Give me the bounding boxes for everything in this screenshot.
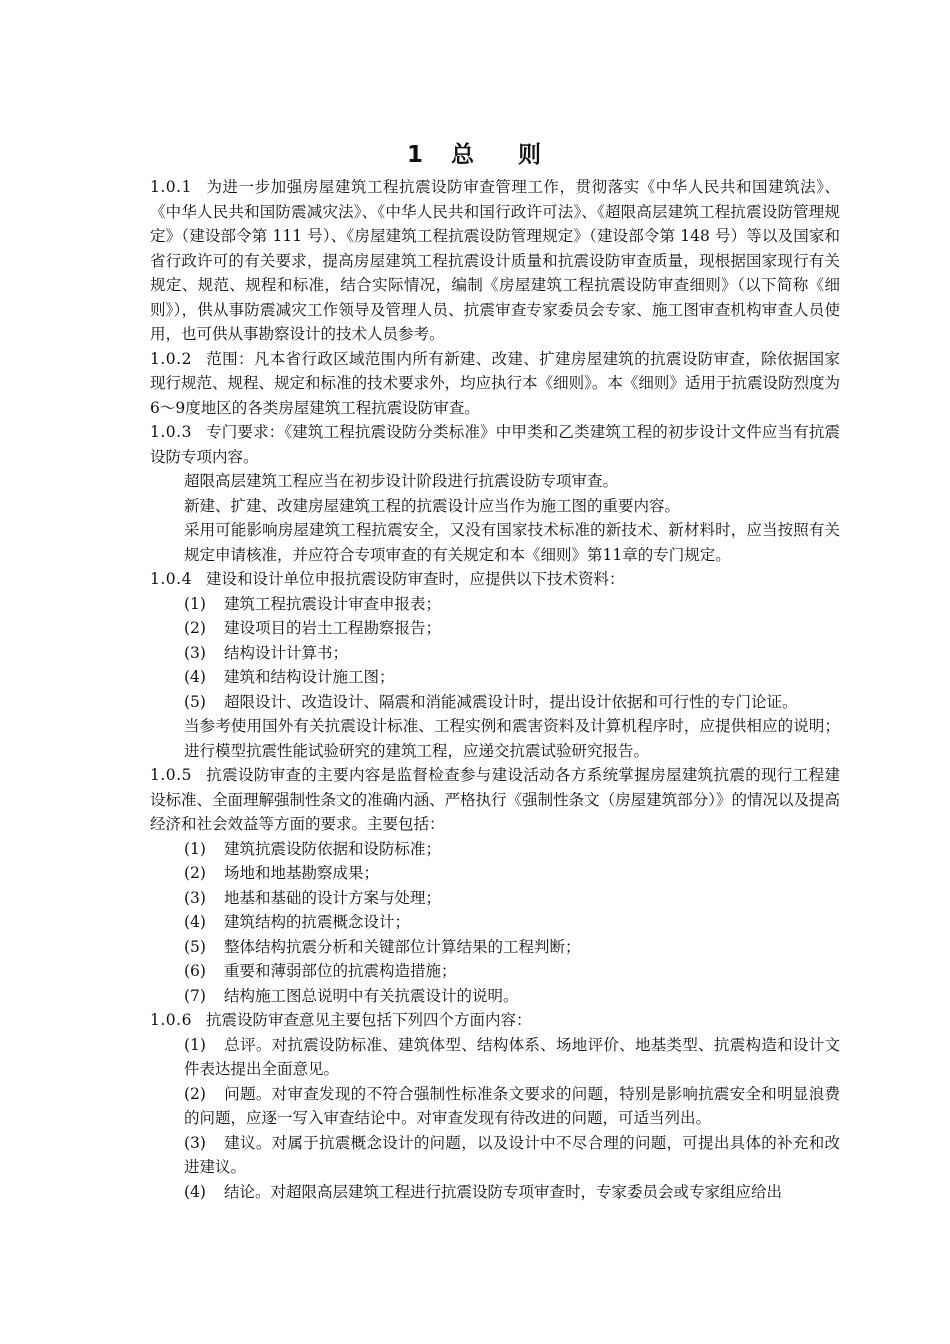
chapter-body bbox=[150, 175, 840, 1204]
clause-text: 为进一步加强房屋建筑工程抗震设防审查管理工作，贯彻落实《中华人民共和国建筑法》、《中华人民共和国防震减灾法》、《中华人民共和国行政许可法》、《超限高层建筑工程抗震设防管理规定》（建设部令第 111 号）、《房屋建筑工程抗震设防管理规定》（建设部令第 148 号）等以及国家和省行政许可的有关要求，提高房屋建筑工程抗震设计质量和抗震设防审查质量，现根据国家现行有关规定、规范、规程和标准，结合实际情况，编制《房屋建筑工程抗震设防审查细则》（以下简称《细则》），供从事防震减灾工作领导及管理人员、抗震审查专家委员会专家、施工图审查机构审查人员使用，也可供从事勘察设计的技术人员参考。 bbox=[150, 178, 840, 343]
list-item bbox=[150, 959, 840, 984]
list-marker: (3) bbox=[184, 1133, 206, 1152]
list-marker: (1) bbox=[184, 839, 206, 858]
list-item bbox=[150, 1180, 840, 1205]
clause-number: 1.0.1 bbox=[150, 178, 192, 196]
list-item bbox=[150, 935, 840, 960]
list-item-text: 建议。对属于抗震概念设计的问题，以及设计中不尽合理的问题，可提出具体的补充和改进建议。 bbox=[184, 1133, 840, 1176]
clause-text: 建设和设计单位申报抗震设防审查时，应提供以下技术资料： bbox=[205, 570, 625, 588]
list-item bbox=[150, 984, 840, 1009]
list-marker: (3) bbox=[184, 888, 206, 907]
list-item-text: 整体结构抗震分析和关键部位计算结果的工程判断； bbox=[224, 937, 581, 956]
list-item-text: 总评。对抗震设防标准、建筑体型、结构体系、场地评价、地基类型、抗震构造和设计文件表达提出全面意见。 bbox=[184, 1035, 840, 1078]
list-item-text: 重要和薄弱部位的抗震构造措施； bbox=[224, 962, 457, 980]
list-item bbox=[150, 1082, 840, 1131]
clause-1-0-5 bbox=[150, 763, 840, 837]
list-marker: (5) bbox=[184, 937, 206, 956]
clause-number: 1.0.2 bbox=[150, 349, 192, 368]
list-item bbox=[150, 910, 840, 935]
list-item-text: 结构施工图总说明中有关抗震设计的说明。 bbox=[224, 986, 519, 1005]
clause-number: 1.0.5 bbox=[150, 766, 192, 784]
list-item bbox=[150, 616, 840, 641]
list-item bbox=[150, 837, 840, 862]
list-item bbox=[150, 665, 840, 690]
list-item-text: 建筑结构的抗震概念设计； bbox=[224, 913, 411, 931]
list-marker: (6) bbox=[184, 962, 206, 980]
chapter-title-word-1: 总 bbox=[451, 142, 476, 168]
list-marker: (2) bbox=[184, 864, 206, 882]
list-item-text: 问题。对审查发现的不符合强制性标准条文要求的问题，特别是影响抗震安全和明显浪费的问题，应逐一写入审查结论中。对审查发现有待改进的问题，可适当列出。 bbox=[184, 1084, 840, 1127]
list-marker: (3) bbox=[184, 643, 206, 662]
clause-text: 抗震设防审查意见主要包括下列四个方面内容： bbox=[205, 1011, 532, 1029]
clause-1-0-6 bbox=[150, 1008, 840, 1033]
list-item bbox=[150, 861, 840, 886]
list-item bbox=[150, 592, 840, 617]
list-marker: (4) bbox=[184, 913, 206, 931]
list-marker: (4) bbox=[184, 1182, 206, 1201]
list-marker: (1) bbox=[184, 1035, 206, 1054]
list-item-text: 建筑工程抗震设计审查申报表； bbox=[224, 594, 442, 613]
list-marker: (5) bbox=[184, 692, 206, 711]
list-item bbox=[150, 1033, 840, 1082]
list-marker: (2) bbox=[184, 1084, 206, 1103]
clause-1-0-1 bbox=[150, 175, 840, 347]
clause-text: 范围：凡本省行政区域范围内所有新建、改建、扩建房屋建筑的抗震设防审查，除依据国家现行规范、规程、规定和标准的技术要求外，均应执行本《细则》。本《细则》适用于抗震设防烈度为6～9度地区的各类房屋建筑工程抗震设防审查。 bbox=[150, 349, 840, 417]
chapter-number: 1 bbox=[406, 142, 425, 168]
list-marker: (4) bbox=[184, 668, 206, 686]
clause-1-0-2 bbox=[150, 347, 840, 421]
list-item-text: 场地和地基勘察成果； bbox=[224, 864, 380, 882]
clause-text: 抗震设防审查的主要内容是监督检查参与建设活动各方系统掌握房屋建筑抗震的现行工程建设标准、全面理解强制性条文的准确内涵、严格执行《强制性条文（房屋建筑部分）》的情况以及提高经济和社会效益等方面的要求。主要包括： bbox=[150, 766, 840, 833]
list-item-text: 建设项目的岩土工程勘察报告； bbox=[224, 619, 442, 637]
paragraph: 新建、扩建、改建房屋建筑工程的抗震设计应当作为施工图的重要内容。 bbox=[184, 496, 681, 515]
list-marker: (1) bbox=[184, 594, 206, 613]
clause-number: 1.0.3 bbox=[150, 423, 192, 441]
list-item bbox=[150, 886, 840, 911]
list-item-text: 结论。对超限高层建筑工程进行抗震设防专项审查时，专家委员会或专家组应给出 bbox=[224, 1182, 783, 1201]
clause-number: 1.0.4 bbox=[150, 570, 192, 588]
list-item bbox=[150, 641, 840, 666]
list-item bbox=[150, 690, 840, 715]
list-item-text: 地基和基础的设计方案与处理； bbox=[224, 888, 442, 907]
clause-number: 1.0.6 bbox=[150, 1011, 192, 1029]
clause-1-0-4 bbox=[150, 567, 840, 592]
clause-text: 专门要求：《建筑工程抗震设防分类标准》中甲类和乙类建筑工程的初步设计文件应当有抗震设防专项内容。 bbox=[150, 423, 840, 466]
paragraph: 采用可能影响房屋建筑工程抗震安全，又没有国家技术标准的新技术、新材料时，应当按照有关规定申请核准，并应符合专项审查的有关规定和本《细则》第11章的专门规定。 bbox=[184, 521, 840, 564]
list-item-text: 建筑和结构设计施工图； bbox=[224, 668, 395, 686]
chapter-title bbox=[0, 136, 950, 169]
clause-1-0-3 bbox=[150, 420, 840, 469]
chapter-title-word-2: 则 bbox=[518, 142, 543, 168]
list-marker: (2) bbox=[184, 619, 206, 637]
list-item bbox=[150, 1131, 840, 1180]
paragraph: 当参考使用国外有关抗震设计标准、工程实例和震害资料及计算机程序时，应提供相应的说明；进行模型抗震性能试验研究的建筑工程，应递交抗震试验研究报告。 bbox=[184, 717, 840, 760]
list-item-text: 超限设计、改造设计、隔震和消能减震设计时，提出设计依据和可行性的专门论证。 bbox=[224, 692, 798, 711]
paragraph: 超限高层建筑工程应当在初步设计阶段进行抗震设防专项审查。 bbox=[184, 472, 619, 490]
list-item-text: 结构设计计算书； bbox=[224, 643, 349, 662]
list-marker: (7) bbox=[184, 986, 206, 1005]
list-item-text: 建筑抗震设防依据和设防标准； bbox=[224, 839, 442, 858]
